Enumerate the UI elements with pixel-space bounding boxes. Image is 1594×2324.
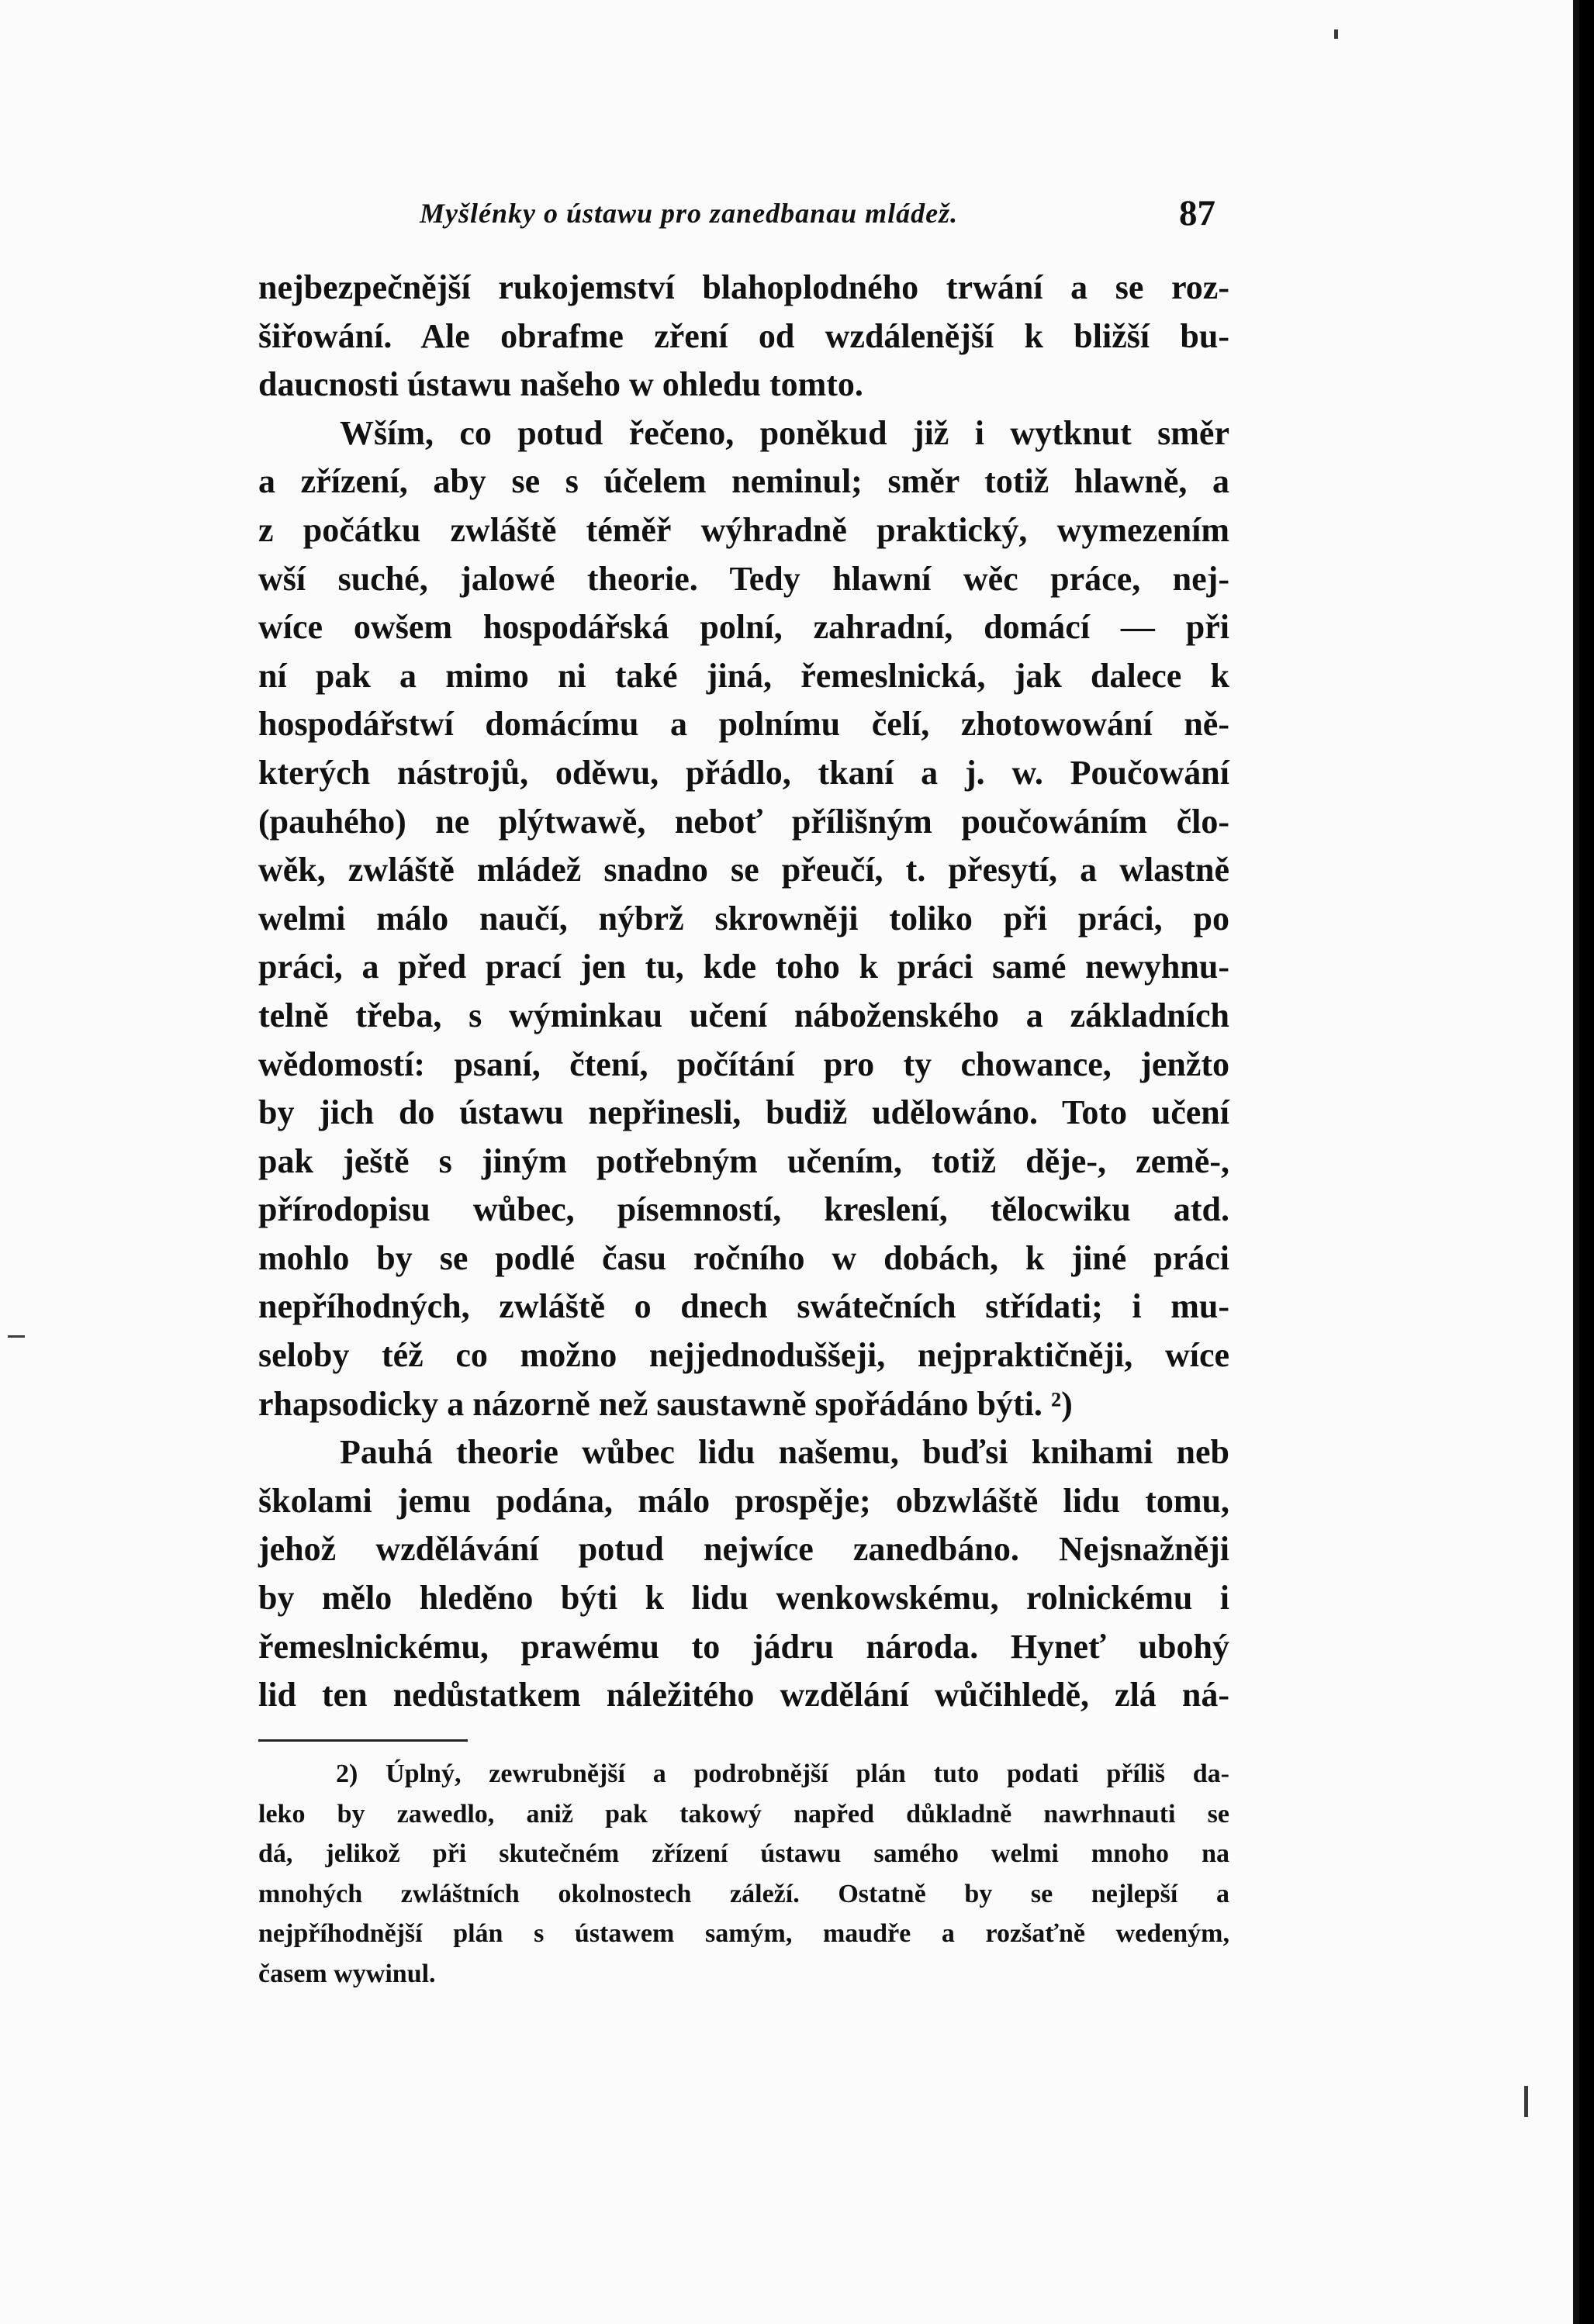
text-line: wěk, zwláště mládež snadno se přeučí, t. přesytí, a wlastně xyxy=(258,851,1229,889)
paragraph-start-line: Wším, co potud řečeno, poněkud již i wytknut směr xyxy=(340,413,1229,452)
text-line: jehož wzdělávání potud nejwíce zanedbáno. Nejsnažněji xyxy=(258,1530,1229,1569)
text-line: wědomostí: psaní, čtení, počítání pro ty chowance, jenžto xyxy=(258,1045,1229,1083)
footnote-line: nejpříhodnější plán s ústawem samým, maudře a rozšaťně wedeným, xyxy=(258,1919,1229,1948)
text-line: by mělo hleděno býti k lidu wenkowskému, rolnickému i xyxy=(258,1579,1229,1618)
text-line: daucnosti ústawu našeho w ohledu tomto. xyxy=(258,365,863,404)
footnote-line: leko by zawedlo, aniž pak takowý napřed důkladně nawrhnauti se xyxy=(258,1799,1229,1828)
footnote-block xyxy=(258,1754,1229,1994)
page-number: 87 xyxy=(1179,193,1215,233)
text-line: pak ještě s jiným potřebným učením, totiž děje-, země-, xyxy=(258,1141,1229,1180)
text-line: školami jemu podána, málo prospěje; obzwláště lidu tomu, xyxy=(258,1481,1229,1520)
text-line: rhapsodicky a názorně než saustawně spořádáno býti. ²) xyxy=(258,1384,1073,1423)
running-title: Myšlénky o ústawu pro zanedbanau mládež. xyxy=(420,198,959,229)
text-line: šiřowání. Ale obrafme zření od wzdálenější k bližší bu- xyxy=(258,316,1229,355)
text-line: wíce owšem hospodářská polní, zahradní, domácí — při xyxy=(258,608,1229,647)
text-line: kterých nástrojů, oděwu, přádlo, tkaní a j. w. Poučowání xyxy=(258,753,1229,792)
footnote-divider xyxy=(258,1739,468,1742)
text-line: nepříhodných, zwláště o dnech swátečních střídati; i mu- xyxy=(258,1287,1229,1326)
text-line: hospodářstwí domácímu a polnímu čelí, zhotowowání ně- xyxy=(258,705,1229,744)
text-line: mohlo by se podlé času ročního w dobách, k jiné práci xyxy=(258,1238,1229,1277)
text-line: lid ten nedůstatkem náležitého wzdělání wůčihledě, zlá ná- xyxy=(258,1676,1229,1715)
footnote-line: časem wywinul. xyxy=(258,1959,436,1988)
paragraph-start-line: Pauhá theorie wůbec lidu našemu, buďsi knihami neb xyxy=(340,1433,1229,1472)
text-line: wší suché, jalowé theorie. Tedy hlawní wěc práce, nej- xyxy=(258,559,1229,598)
footnote-line: 2) Úplný, zewrubnější a podrobnější plán tuto podati příliš da- xyxy=(336,1759,1229,1788)
text-line: práci, a před prací jen tu, kde toho k práci samé newyhnu- xyxy=(258,948,1229,986)
text-line: (pauhého) ne plýtwawě, neboť přílišným poučowáním člo- xyxy=(258,802,1229,841)
text-line: nejbezpečnější rukojemství blahoplodného trwání a se roz- xyxy=(258,268,1229,306)
text-line: ní pak a mimo ni také jiná, řemeslnická, jak dalece k xyxy=(258,656,1229,695)
text-line: přírodopisu wůbec, písemností, kreslení, tělocwiku atd. xyxy=(258,1190,1229,1229)
text-line: telně třeba, s wýminkau učení náboženského a základních xyxy=(258,996,1229,1034)
text-line: welmi málo naučí, nýbrž skrowněji toliko při práci, po xyxy=(258,899,1229,938)
page-header xyxy=(258,192,1229,240)
text-line: a zřízení, aby se s účelem neminul; směr totiž hlawně, a xyxy=(258,462,1229,501)
main-text-block xyxy=(258,264,1229,1720)
scan-mark xyxy=(1524,2086,1528,2117)
scan-mark xyxy=(1334,29,1338,39)
footnote-line: mnohých zwláštních okolnostech záleží. Ostatně by se nejlepší a xyxy=(258,1879,1229,1908)
text-line: seloby též co možno nejjednoduššeji, nejpraktičněji, wíce xyxy=(258,1336,1229,1375)
text-line: řemeslnickému, prawému to jádru národa. Hyneť ubohý xyxy=(258,1627,1229,1666)
scan-mark xyxy=(8,1335,25,1338)
text-line: by jich do ústawu nepřinesli, budiž udělowáno. Toto učení xyxy=(258,1093,1229,1132)
footnote-line: dá, jelikož při skutečném zřízení ústawu samého welmi mnoho na xyxy=(258,1839,1229,1868)
text-line: z počátku zwláště téměř wýhradně praktický, wymezením xyxy=(258,510,1229,549)
